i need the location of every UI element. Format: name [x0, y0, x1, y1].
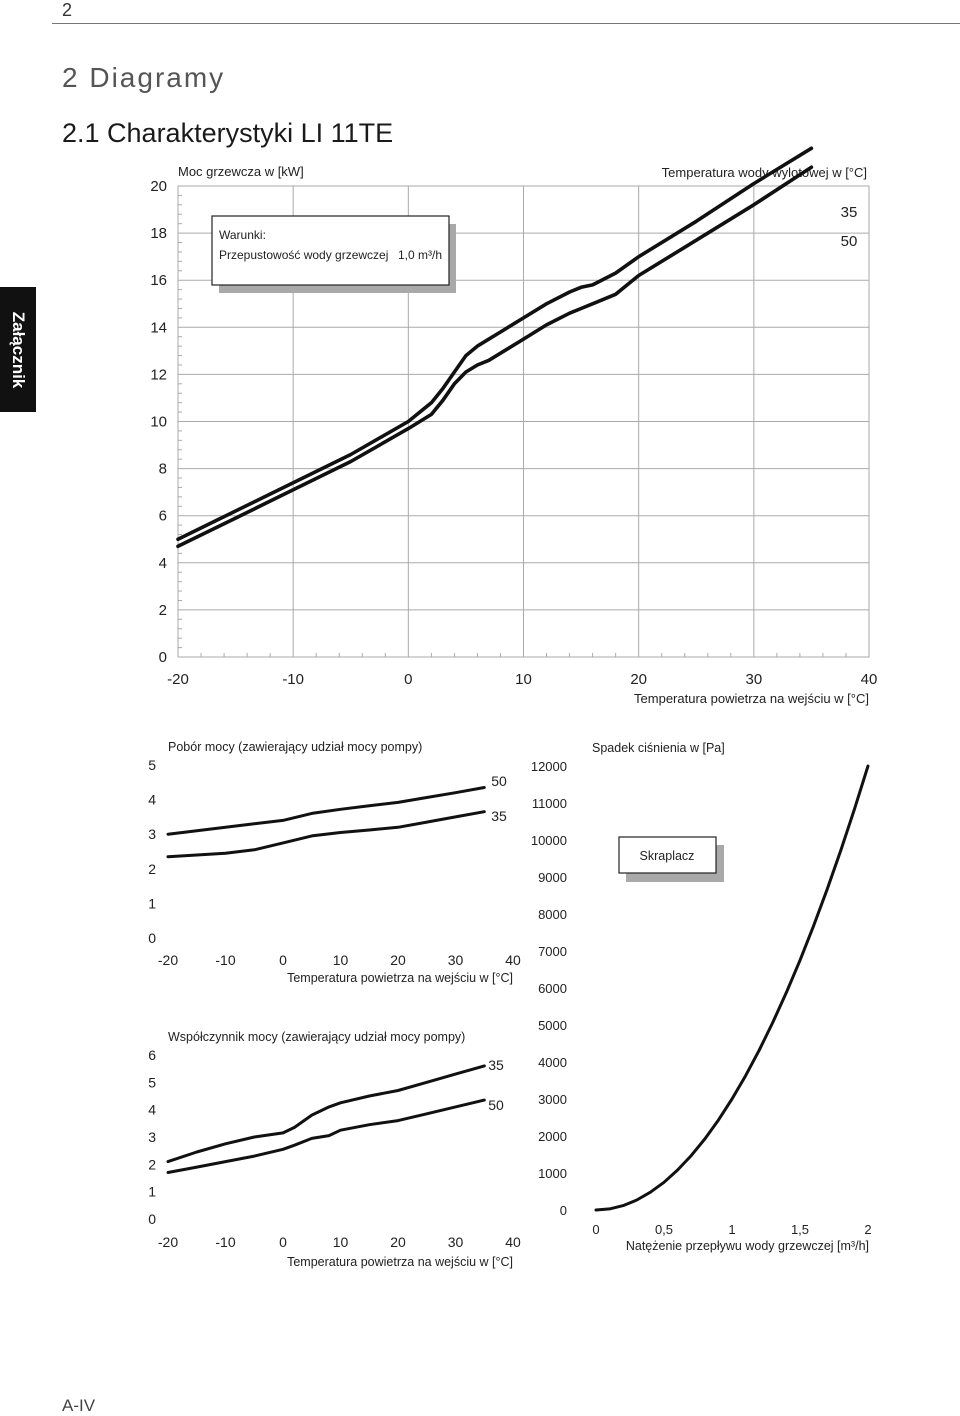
chart-title: Pobór mocy (zawierający udział mocy pompy): [168, 740, 423, 754]
x-tick-label: 30: [447, 1234, 464, 1250]
x-axis-label: Temperatura powietrza na wejściu w [°C]: [634, 691, 869, 706]
y-tick-label: 1000: [538, 1166, 567, 1181]
x-tick-label: 10: [332, 952, 349, 968]
y-tick-label: 18: [150, 225, 167, 243]
y-tick-label: 11000: [531, 796, 567, 811]
series-line-50: [168, 788, 484, 835]
x-axis-label: Natężenie przepływu wody grzewczej [m³/h]: [625, 1239, 869, 1253]
x-tick-label: -20: [157, 952, 179, 968]
series-label: 50: [491, 773, 507, 789]
y-tick-label: 10000: [530, 833, 567, 848]
section-title: 2 Diagramy: [62, 62, 226, 93]
conditions-value: 1,0 m³/h: [398, 248, 443, 262]
x-tick-label: 20: [630, 671, 648, 688]
y-tick-label: 0: [148, 1211, 156, 1227]
page-number: 2: [62, 0, 73, 20]
y-tick-label: 7000: [538, 944, 567, 959]
x-tick-label: 1,5: [790, 1222, 810, 1237]
x-tick-label: -10: [215, 952, 236, 968]
x-tick-label: 40: [860, 671, 878, 688]
x-tick-label: 30: [745, 671, 763, 688]
y-tick-label: 4: [148, 1101, 156, 1118]
x-tick-label: -20: [157, 1234, 179, 1250]
y-tick-label: 0: [158, 649, 167, 666]
series-line-35: [178, 148, 811, 539]
x-tick-label: 0: [279, 952, 287, 968]
chart-title: Współczynnik mocy (zawierający udział mocy pompy): [168, 1030, 466, 1044]
x-axis-label: Temperatura powietrza na wejściu w [°C]: [287, 1255, 513, 1269]
y-tick-label: 12: [150, 366, 167, 384]
conditions-label: Przepustowość wody grzewczej: [219, 248, 389, 262]
y-tick-label: 4: [158, 554, 167, 572]
x-axis-label: Temperatura powietrza na wejściu w [°C]: [287, 971, 513, 985]
x-tick-label: 0,5: [654, 1222, 674, 1237]
y-tick-label: 8: [158, 460, 167, 478]
x-tick-label: 1: [728, 1222, 736, 1237]
y-tick-label: 12000: [530, 759, 567, 774]
x-tick-label: 20: [390, 1234, 406, 1250]
series-label: 35: [840, 204, 858, 221]
series-label: 35: [491, 808, 507, 824]
y-tick-label: 6: [148, 1047, 156, 1063]
chart-title: Spadek ciśnienia w [Pa]: [592, 741, 725, 755]
y-tick-label: 3000: [538, 1092, 567, 1107]
y-tick-label: 2: [148, 1156, 156, 1173]
y-tick-label: 10: [150, 413, 167, 431]
x-tick-label: 0: [592, 1222, 600, 1237]
y-tick-label: 6: [158, 507, 167, 525]
footer-page-label: A-IV: [62, 1396, 96, 1415]
y-tick-label: 4000: [538, 1055, 567, 1070]
series-line-35: [168, 812, 484, 857]
y-tick-label: 2: [158, 601, 167, 619]
chart-title: Moc grzewcza w [kW]: [178, 164, 304, 179]
x-tick-label: -20: [167, 671, 189, 688]
x-tick-label: 0: [279, 1234, 287, 1250]
skraplacz-label: Skraplacz: [639, 849, 695, 863]
x-tick-label: 40: [505, 1234, 521, 1250]
x-tick-label: -10: [282, 671, 305, 688]
y-tick-label: 3: [148, 1129, 156, 1145]
x-tick-label: 10: [332, 1234, 349, 1250]
y-tick-label: 1: [148, 1183, 156, 1200]
y-tick-label: 8000: [538, 907, 567, 922]
series-label: 50: [840, 233, 858, 250]
y-tick-label: 5000: [538, 1018, 567, 1033]
series-label: 50: [488, 1097, 504, 1113]
series-line-Skraplacz: [596, 766, 868, 1210]
legend-title: Temperatura wody wylotowej w [°C]: [661, 165, 867, 180]
y-tick-label: 3: [148, 826, 156, 843]
conditions-heading: Warunki:: [219, 228, 266, 242]
y-tick-label: 0: [559, 1203, 567, 1218]
x-tick-label: 40: [505, 952, 521, 968]
y-tick-label: 2000: [538, 1129, 567, 1144]
y-tick-label: 1: [148, 895, 156, 912]
y-tick-label: 20: [150, 178, 167, 195]
x-tick-label: 30: [447, 952, 464, 968]
series-label: 35: [488, 1057, 504, 1073]
x-tick-label: 0: [404, 671, 413, 688]
y-tick-label: 2: [148, 860, 156, 877]
x-tick-label: -10: [215, 1234, 236, 1250]
series-line-35: [168, 1066, 484, 1162]
x-tick-label: 2: [864, 1222, 872, 1237]
x-tick-label: 10: [515, 671, 532, 688]
y-tick-label: 5: [148, 1074, 156, 1091]
subsection-title: 2.1 Charakterystyki LI 11TE: [62, 118, 394, 148]
series-line-50: [168, 1100, 484, 1172]
y-tick-label: 14: [150, 319, 167, 337]
side-tab-label: Załącznik: [9, 311, 28, 388]
y-tick-label: 9000: [538, 870, 567, 885]
y-tick-label: 0: [148, 930, 156, 946]
y-tick-label: 6000: [538, 981, 567, 996]
x-tick-label: 20: [390, 952, 406, 968]
y-tick-label: 4: [148, 791, 156, 808]
y-tick-label: 5: [148, 757, 156, 773]
y-tick-label: 16: [150, 272, 167, 290]
